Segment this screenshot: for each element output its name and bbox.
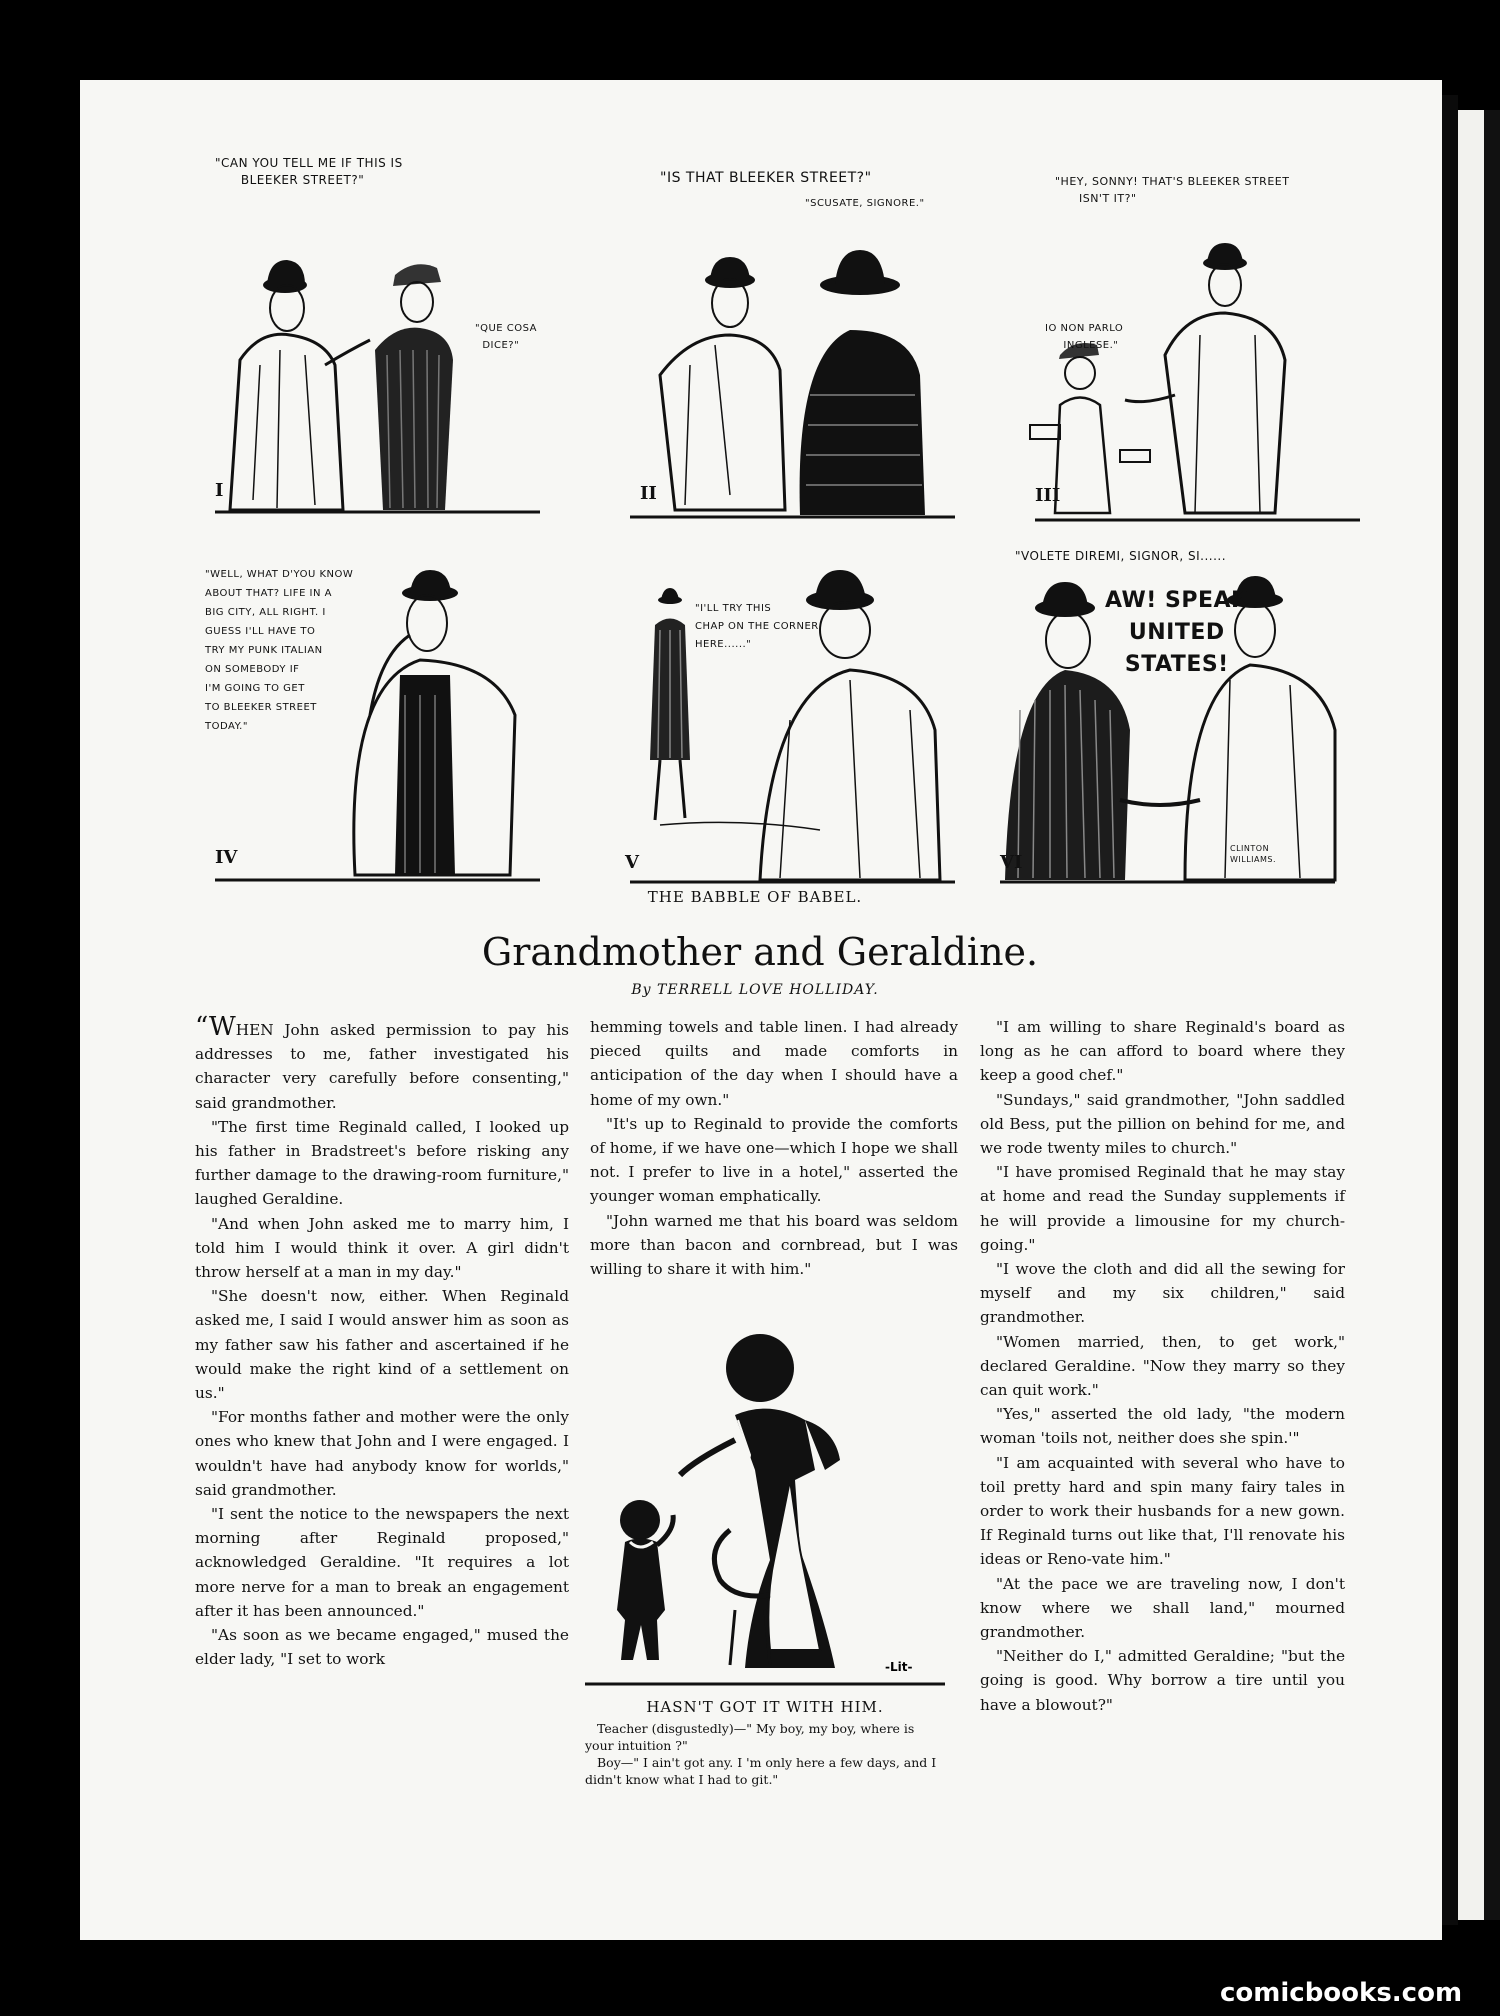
panel-1-balloon-reply: "QUE COSA DICE?"	[475, 323, 538, 351]
article-paragraph: "At the pace we are traveling now, I don't know where we shall land," mourned grandmother.	[980, 1574, 1345, 1642]
article-paragraph: "For months father and mother were the only ones who knew that John and I were engaged. I wouldn't have had anybody know for worlds," said grandmother.	[195, 1408, 569, 1499]
article-paragraph: "It's up to Reginald to provide the comforts of home, if we have one—which I hope we shall not. I prefer to live in a hotel," asserted the younger woman emphatically.	[590, 1114, 958, 1206]
article-title: Grandmother and Geraldine.	[481, 930, 1039, 974]
article-paragraph: hemming towels and table linen. I had already pieced quilts and made comforts in anticipation of the day when I should have a home of my own."	[590, 1018, 958, 1109]
article-paragraph: "Women married, then, to get work," declared Geraldine. "Now they marry so they can quit work."	[980, 1332, 1345, 1400]
facing-page-edge	[1458, 110, 1484, 1920]
panel-5-balloon-thought: "I'LL TRY THIS CHAP ON THE CORNER HERE......"	[695, 603, 819, 650]
article-byline: By TERRELL LOVE HOLLIDAY.	[631, 982, 879, 998]
silhouette-drawing	[585, 1320, 945, 1690]
article-paragraph: "I wove the cloth and did all the sewing for myself and my six children," said grandmother.	[980, 1260, 1345, 1327]
comic-panel-1	[205, 156, 550, 501]
article-paragraph: "John warned me that his board was seldom more than bacon and cornbread, but I was willing to share it with him."	[590, 1211, 958, 1279]
article-paragraph: "Neither do I," admitted Geraldine; "but the going is good. Why borrow a tire until you have a blowout?"	[980, 1647, 1345, 1714]
panel-1-drawing	[205, 190, 550, 520]
article-paragraph: "Yes," asserted the old lady, "the modern woman 'toils not, neither does she spin.'"	[980, 1405, 1345, 1448]
article-paragraph: "I sent the notice to the newspapers the next morning after Reginald proposed," acknowledged Geraldine. "It requires a lot more nerve for a man to break an engagement after it has been announced."	[195, 1505, 569, 1620]
panel-2-balloon-question: "IS THAT BLEEKER STREET?"	[660, 170, 872, 186]
scan-border	[1484, 110, 1500, 1920]
comic-panel-5	[620, 560, 965, 873]
panel-1-balloon-question: "CAN YOU TELL ME IF THIS IS BLEEKER STREET?"	[215, 156, 403, 187]
panel-6-numeral: VI	[1000, 852, 1023, 873]
comic-caption: THE BABBLE OF BABEL.	[647, 888, 863, 906]
panel-3-balloon-question: "HEY, SONNY! THAT'S BLEEKER STREET ISN'T IT?"	[1055, 175, 1290, 205]
article-paragraph: "She doesn't now, either. When Reginald asked me, I said I would answer him as soon as my father saw his father and ascertained if he would make the right kind of a settlement on us."	[195, 1287, 569, 1403]
silhouette-signature: -Lit-	[885, 1660, 913, 1674]
comic-panel-3	[1025, 175, 1370, 506]
drop-cap: “W	[195, 1012, 236, 1042]
comic-panel-6	[1000, 549, 1345, 873]
artist-signature: CLINTON WILLIAMS.	[1230, 844, 1277, 864]
article-paragraph: "And when John asked me to marry him, I told him I would think it over. A girl didn't throw herself at a man in my day."	[195, 1214, 569, 1282]
panel-2-drawing	[620, 195, 965, 525]
article-column-2	[590, 1015, 958, 1281]
article-column-3	[980, 1015, 1345, 1717]
silhouette-caption-text	[585, 1720, 945, 1788]
panel-3-numeral: III	[1035, 485, 1061, 506]
panel-2-numeral: II	[640, 483, 657, 504]
article-paragraph: "I have promised Reginald that he may stay at home and read the Sunday supplements if he will provide a limousine for my church-going."	[980, 1163, 1345, 1254]
site-watermark: comicbooks.com	[1220, 1978, 1463, 2008]
panel-3-drawing	[1025, 195, 1370, 525]
panel-4-numeral: IV	[215, 847, 238, 868]
article-paragraph: "Sundays," said grandmother, "John saddled old Bess, put the pillion on behind for me, and we rode twenty miles to church."	[980, 1090, 1345, 1158]
silhouette-caption-title: HASN'T GOT IT WITH HIM.	[646, 1698, 884, 1716]
article-paragraph: "The first time Reginald called, I looked up his father in Bradstreet's before risking any further damage to the drawing-room furniture," laughed Geraldine.	[195, 1117, 569, 1209]
silhouette-caption-line: Boy—" I ain't got any. I 'm only here a few days, and I didn't know what I had to git."	[585, 1755, 937, 1787]
panel-3-balloon-reply: IO NON PARLO INGLESE."	[1045, 323, 1124, 351]
article-paragraph: "As soon as we became engaged," mused the elder lady, "I set to work	[195, 1626, 569, 1669]
comic-panel-4	[205, 555, 550, 868]
silhouette-caption-line: Teacher (disgustedly)—" My boy, my boy, where is your intuition ?"	[585, 1721, 915, 1753]
silhouette-illustration	[585, 1320, 945, 1690]
panel-6-balloon-question: "VOLETE DIREMI, SIGNOR, SI......	[1015, 549, 1227, 563]
panel-2-balloon-reply: "SCUSATE, SIGNORE."	[805, 198, 925, 209]
panel-5-numeral: V	[625, 852, 639, 873]
article-paragraph: "I am willing to share Reginald's board as long as he can afford to board where they keep a good chef."	[980, 1018, 1345, 1085]
book-spine	[1442, 95, 1458, 1925]
article-column-1	[195, 1012, 569, 1671]
panel-1-numeral: I	[215, 480, 224, 501]
panel-4-balloon-monologue: "WELL, WHAT D'YOU KNOW ABOUT THAT? LIFE IN A BIG CITY, ALL RIGHT. I GUESS I'LL HAVE TO TRY MY PUNK ITALIAN ON SOMEBODY IF I'M GOING TO GET TO BLEEKER STREET TODAY."	[205, 569, 354, 732]
article-paragraph: "I am acquainted with several who have to toil pretty hard and spin many fairy tales in order to work their husbands for a new gown. If Reginald turns out like that, I'll renovate his ideas or Reno-vate him."	[980, 1453, 1345, 1569]
comic-panel-2	[620, 170, 965, 504]
article-paragraph: “WHEN John asked permission to pay his addresses to me, father investigated his character very carefully before consenting," said grandmother.	[195, 1012, 569, 1112]
panel-6-balloon-reply: AW! SPEAK UNITED STATES!	[1105, 588, 1249, 677]
